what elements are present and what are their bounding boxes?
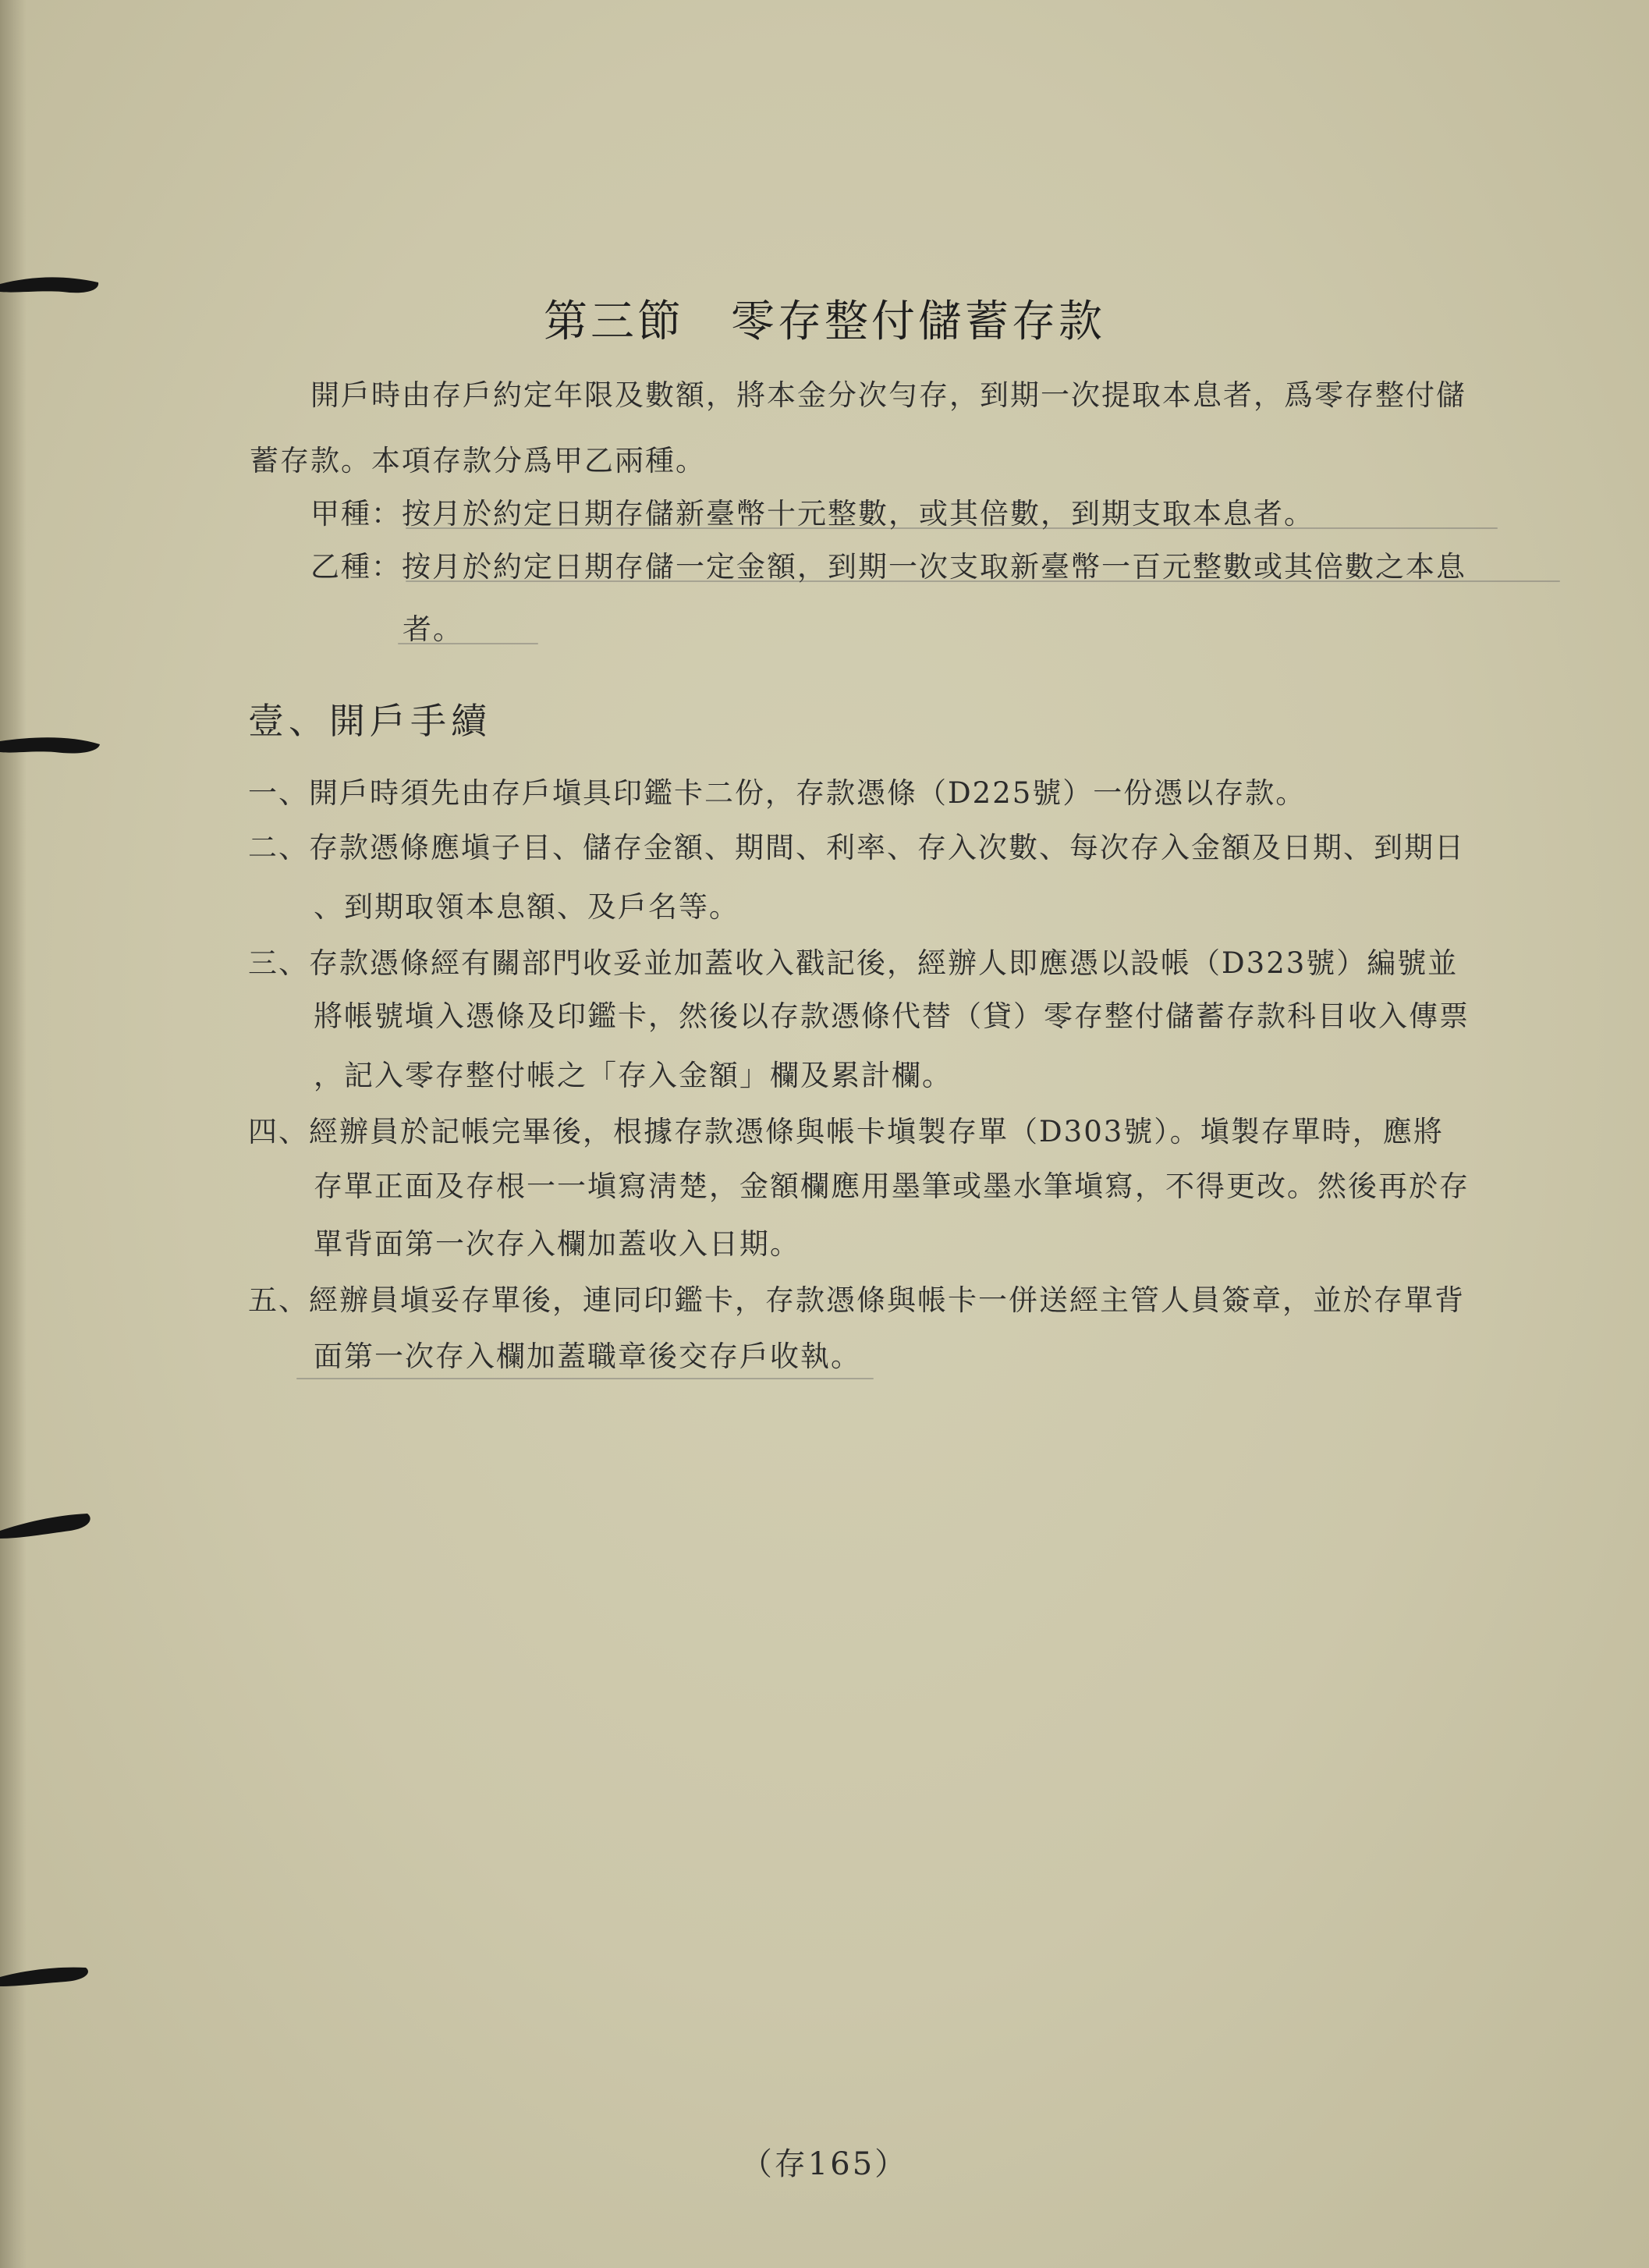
list-item-4-line-3: 單背面第一次存入欄加蓋收入日期。 <box>314 1227 800 1261</box>
page-title: 第三節 零存整付儲蓄存款 <box>544 296 1105 347</box>
list-item-3-line-1: 三、存款憑條經有關部門收妥並加蓋收入戳記後，經辦人即應憑以設帳（D323號）編號並 <box>248 946 1459 980</box>
pencil-underline <box>406 527 1498 529</box>
section-heading: 壹、開戶手續 <box>248 700 491 742</box>
binding-thread-icon <box>0 727 101 761</box>
list-item-5-line-1: 五、經辦員塡妥存單後，連同印鑑卡，存款憑條與帳卡一併送經主管人員簽章，並於存單背 <box>248 1283 1465 1317</box>
intro-line-1: 開戶時由存戶約定年限及數額，將本金分次勻存，到期一次提取本息者，爲零存整付儲 <box>310 378 1466 412</box>
intro-line-2: 蓄存款。本項存款分爲甲乙兩種。 <box>250 444 706 477</box>
type-a-text: 甲種：按月於約定日期存儲新臺幣十元整數，或其倍數，到期支取本息者。 <box>310 497 1314 531</box>
pencil-underline <box>406 580 1560 582</box>
list-item-3-line-3: ，記入零存整付帳之「存入金額」欄及累計欄。 <box>314 1059 952 1092</box>
list-item-3-line-2: 將帳號塡入憑條及印鑑卡，然後以存款憑條代替（貸）零存整付儲蓄存款科目收入傳票 <box>314 999 1470 1033</box>
type-b-line-2: 者。 <box>402 612 463 646</box>
list-item-1-line-1: 一、開戶時須先由存戶塡具印鑑卡二份，存款憑條（D225號）一份憑以存款。 <box>248 776 1307 810</box>
list-item-5-line-2: 面第一次存入欄加蓋職章後交存戶收執。 <box>314 1340 861 1373</box>
list-item-4-line-1: 四、經辦員於記帳完畢後，根據存款憑條與帳卡塡製存單（D303號）。塡製存單時，應將 <box>248 1115 1444 1148</box>
list-item-2-line-1: 二、存款憑條應塡子目、儲存金額、期間、利率、存入次數、每次存入金額及日期、到期日 <box>248 831 1465 864</box>
list-item-2-line-2: 、到期取領本息額、及戶名等。 <box>314 890 739 924</box>
pencil-underline <box>398 643 538 644</box>
list-item-4-line-2: 存單正面及存根一一塡寫淸楚，金額欄應用墨筆或墨水筆塡寫，不得更改。然後再於存 <box>314 1169 1470 1203</box>
pencil-underline <box>296 1378 874 1379</box>
binding-thread-icon <box>0 1957 101 1991</box>
page-number: （存165） <box>740 2146 909 2182</box>
binding-thread-icon <box>0 1507 101 1542</box>
type-b-line-1: 乙種：按月於約定日期存儲一定金額，到期一次支取新臺幣一百元整數或其倍數之本息 <box>310 550 1466 584</box>
